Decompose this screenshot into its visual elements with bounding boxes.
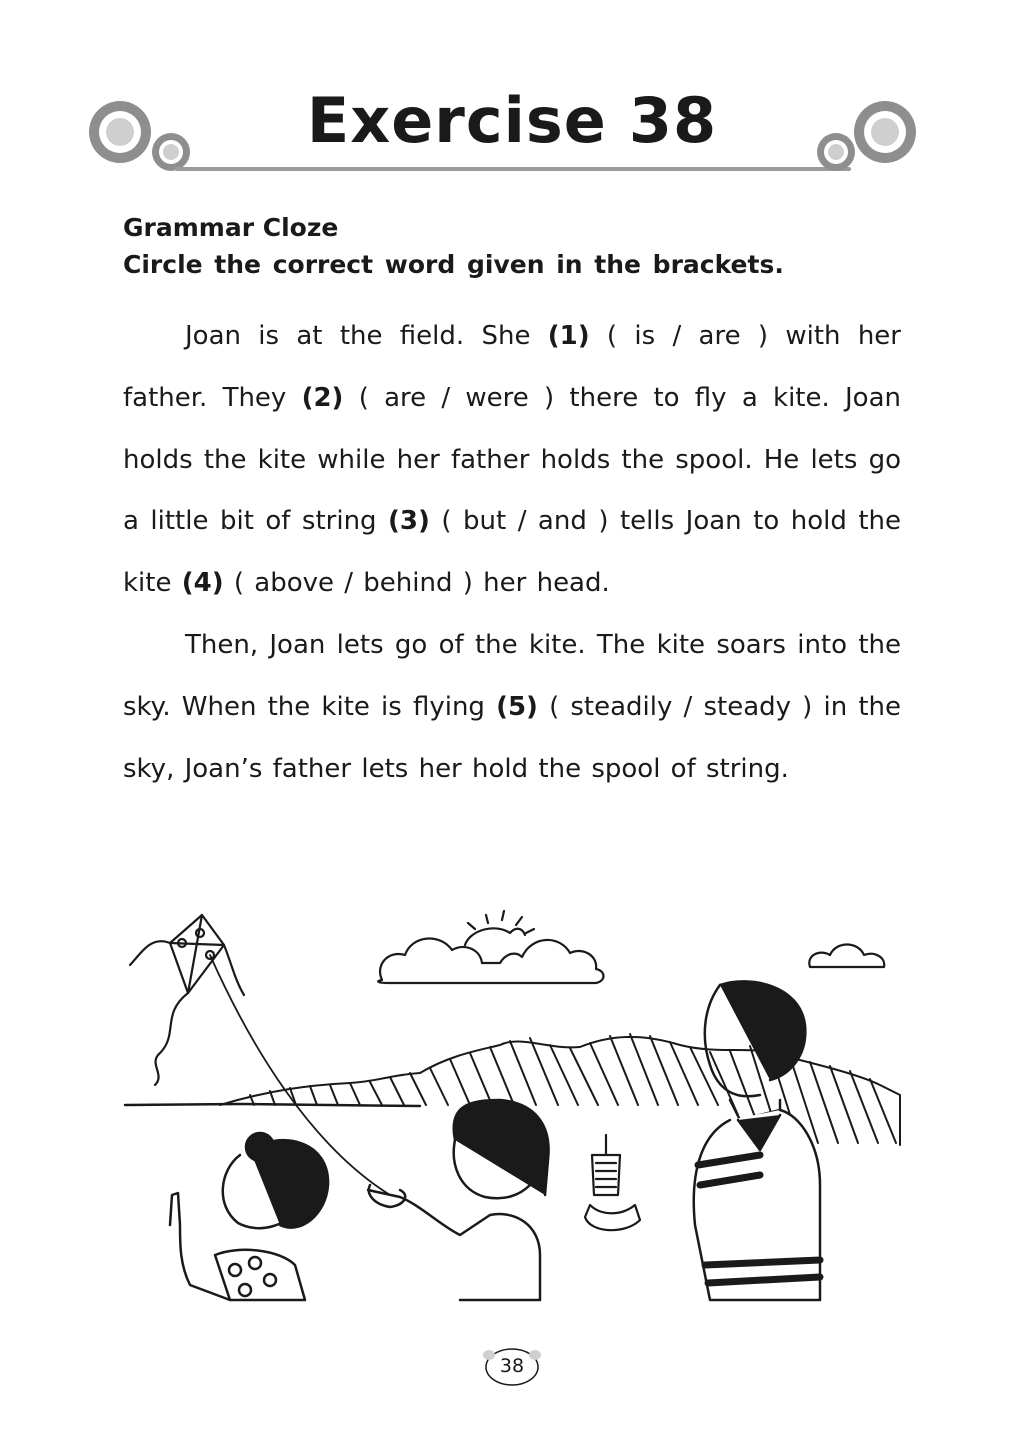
title-number: 38 — [628, 84, 718, 157]
father-figure — [694, 981, 820, 1300]
question-1-number: (1) — [547, 321, 590, 351]
passage-text: tells Joan to hold the kite — [123, 506, 901, 599]
right-circles-icon — [812, 100, 922, 178]
page-header — [0, 0, 1024, 190]
passage-text: her head. — [483, 568, 610, 599]
paragraph-1 — [123, 306, 901, 615]
paragraph-2 — [123, 615, 901, 800]
page-number: 38 — [499, 1355, 525, 1377]
section-title: Grammar Cloze — [123, 213, 339, 242]
question-5-number: (5) — [496, 691, 538, 722]
question-3-number: (3) — [388, 506, 430, 537]
question-5-options[interactable]: ( steadily / steady ) — [537, 691, 824, 722]
question-4-number: (4) — [181, 568, 224, 599]
question-2-options[interactable]: ( are / were ) — [343, 382, 570, 413]
question-4-options[interactable]: ( above / behind ) — [223, 568, 484, 599]
cloze-passage — [123, 306, 901, 800]
passage-text: with her father. They — [123, 321, 901, 413]
kite — [130, 915, 244, 1085]
passage-text: Then, Joan lets go of the kite. The kite soars into the sky. When the kite is flying — [123, 629, 901, 722]
question-2-number: (2) — [301, 382, 344, 413]
boy-figure — [368, 1100, 549, 1300]
clouds-and-sun — [378, 911, 884, 983]
passage-text: Joan is at the field. She — [185, 321, 548, 351]
title-word: Exercise — [306, 84, 607, 157]
title-underline — [175, 167, 851, 171]
question-3-options[interactable]: ( but / and ) — [429, 506, 620, 537]
passage-text: there to fly a kite. Joan holds the kite while her father holds the spool. He lets go a little bit of string — [123, 382, 901, 537]
instruction-text: Circle the correct word given in the brackets. — [123, 250, 784, 279]
girl-figure — [170, 1133, 328, 1300]
passage-text: in the sky, Joan’s father lets her hold the spool of string. — [123, 691, 901, 784]
spool-icon — [585, 1135, 640, 1230]
horizon-line — [125, 1104, 420, 1106]
kite-flying-illustration — [120, 905, 910, 1305]
question-1-options[interactable]: ( is / are ) — [589, 321, 786, 351]
